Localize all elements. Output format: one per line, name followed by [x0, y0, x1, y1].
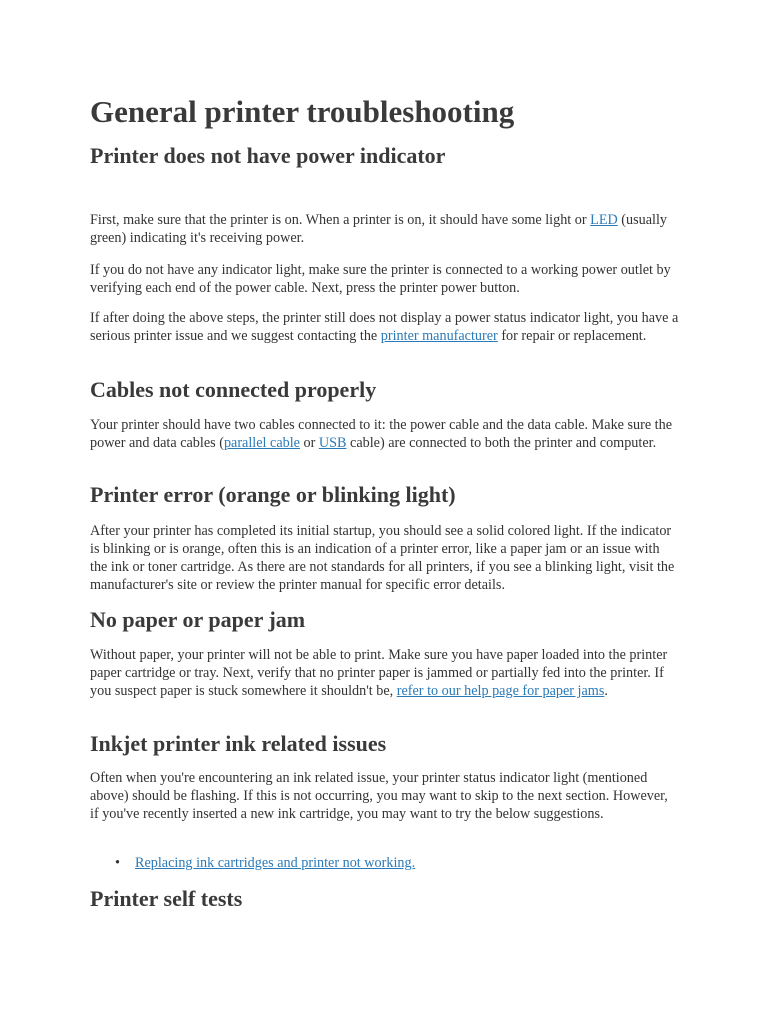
- suggestion-list: [90, 854, 680, 872]
- section-heading-cables: Cables not connected properly: [90, 377, 377, 402]
- section-heading-self-tests: Printer self tests: [90, 886, 243, 911]
- paragraph-text: Without paper, your printer will not be able to print. Make sure you have paper loaded into the printer paper cartridge or tray. Next, verify that no printer paper is jammed or partially fed into the printer. If you suspect paper is stuck somewhere it shouldn't be,: [90, 647, 668, 699]
- paragraph-text: Your printer should have two cables connected to it: the power cable and the data cable. Make sure the power and data cables (: [90, 417, 673, 451]
- paragraph-indicator-light: [90, 261, 680, 297]
- paragraph-cables: [90, 416, 680, 452]
- led-link[interactable]: LED: [590, 212, 618, 228]
- page-title: General printer troubleshooting: [90, 94, 515, 129]
- paragraph-text: If you do not have any indicator light, make sure the printer is connected to a working power outlet by verifying each end of the power cable. Next, press the printer power button.: [90, 262, 671, 296]
- paragraph-text: for repair or replacement.: [497, 328, 647, 344]
- section-heading-inkjet: Inkjet printer ink related issues: [90, 731, 387, 756]
- parallel-cable-link[interactable]: parallel cable: [223, 435, 300, 451]
- paper-jams-link[interactable]: refer to our help page for paper jams: [396, 683, 605, 699]
- paragraph-text: (usually green) indicating it's receiving power.: [90, 212, 668, 246]
- paragraph-serious-issue: [90, 309, 680, 345]
- bullet-icon: •: [115, 855, 120, 871]
- section-heading-paper: No paper or paper jam: [90, 607, 306, 632]
- section-heading-power-indicator: Printer does not have power indicator: [90, 143, 446, 168]
- replacing-ink-link[interactable]: Replacing ink cartridges and printer not working.: [135, 855, 416, 871]
- paragraph-text: cable) are connected to both the printer and computer.: [346, 435, 657, 451]
- paragraph-text: If after doing the above steps, the printer still does not display a power status indicator light, you have a serious printer issue and we suggest contacting the: [90, 310, 679, 344]
- paragraph-text: Often when you're encountering an ink related issue, your printer status indicator light (mentioned above) should be flashing. If this is not occurring, you may want to skip to the next section. However, if you've recently inserted a new ink cartridge, you may want to try the below suggestions.: [90, 770, 668, 822]
- paragraph-text: or: [299, 435, 319, 451]
- paragraph-paper: [90, 646, 680, 700]
- paragraph-text: After your printer has completed its initial startup, you should see a solid colored light. If the indicator is blinking or is orange, often this is an indication of a printer error, like a paper jam or an issue with the ink or toner cartridge. As there are not standards for all printers, if you see a blinking light, visit the manufacturer's site or review the printer manual for specific error details.: [90, 523, 675, 593]
- section-heading-printer-error: Printer error (orange or blinking light): [90, 482, 456, 507]
- usb-link[interactable]: USB: [318, 435, 347, 451]
- paragraph-printer-error: [90, 522, 680, 594]
- printer-manufacturer-link[interactable]: printer manufacturer: [380, 328, 498, 344]
- paragraph-text: .: [604, 683, 608, 699]
- list-item: [90, 854, 680, 872]
- paragraph-text: First, make sure that the printer is on. When a printer is on, it should have some light or: [90, 212, 591, 228]
- paragraph-power-check: [90, 211, 680, 247]
- paragraph-inkjet: [90, 769, 680, 823]
